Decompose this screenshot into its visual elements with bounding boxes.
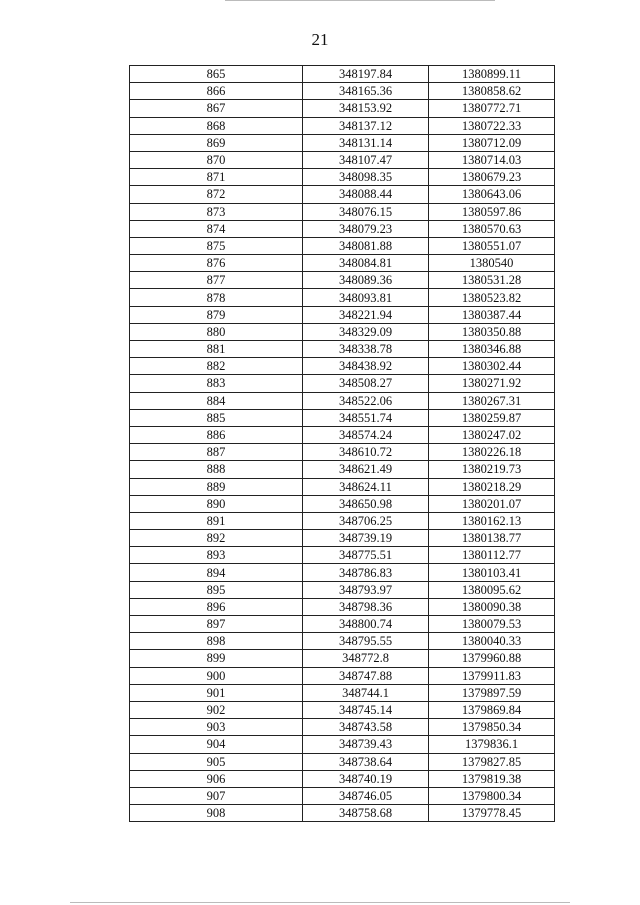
x-coordinate-cell: 348131.14 [303, 134, 429, 151]
point-number-cell: 906 [130, 770, 303, 787]
x-coordinate-cell: 348084.81 [303, 255, 429, 272]
table-row [130, 547, 555, 564]
y-coordinate-cell: 1380346.88 [429, 341, 555, 358]
x-coordinate-cell: 348197.84 [303, 66, 429, 83]
y-coordinate-cell: 1379827.85 [429, 753, 555, 770]
table-row [130, 512, 555, 529]
x-coordinate-cell: 348076.15 [303, 203, 429, 220]
point-number-cell: 868 [130, 117, 303, 134]
point-number-cell: 907 [130, 787, 303, 804]
table-row [130, 461, 555, 478]
y-coordinate-cell: 1380219.73 [429, 461, 555, 478]
x-coordinate-cell: 348221.94 [303, 306, 429, 323]
point-number-cell: 887 [130, 444, 303, 461]
table-row [130, 770, 555, 787]
table-row [130, 169, 555, 186]
x-coordinate-cell: 348621.49 [303, 461, 429, 478]
y-coordinate-cell: 1380772.71 [429, 100, 555, 117]
y-coordinate-cell: 1380531.28 [429, 272, 555, 289]
y-coordinate-cell: 1379836.1 [429, 736, 555, 753]
point-number-cell: 886 [130, 426, 303, 443]
y-coordinate-cell: 1380551.07 [429, 237, 555, 254]
x-coordinate-cell: 348800.74 [303, 616, 429, 633]
table-row [130, 272, 555, 289]
table-row [130, 787, 555, 804]
y-coordinate-cell: 1380247.02 [429, 426, 555, 443]
table-row [130, 134, 555, 151]
table-row [130, 805, 555, 822]
y-coordinate-cell: 1380226.18 [429, 444, 555, 461]
x-coordinate-cell: 348522.06 [303, 392, 429, 409]
point-number-cell: 905 [130, 753, 303, 770]
point-number-cell: 880 [130, 323, 303, 340]
y-coordinate-cell: 1380643.06 [429, 186, 555, 203]
x-coordinate-cell: 348098.35 [303, 169, 429, 186]
x-coordinate-cell: 348758.68 [303, 805, 429, 822]
coordinates-table-body [130, 66, 555, 822]
y-coordinate-cell: 1380138.77 [429, 530, 555, 547]
table-row [130, 409, 555, 426]
point-number-cell: 904 [130, 736, 303, 753]
point-number-cell: 897 [130, 616, 303, 633]
point-number-cell: 889 [130, 478, 303, 495]
x-coordinate-cell: 348650.98 [303, 495, 429, 512]
y-coordinate-cell: 1380112.77 [429, 547, 555, 564]
point-number-cell: 885 [130, 409, 303, 426]
table-row [130, 117, 555, 134]
table-row [130, 684, 555, 701]
point-number-cell: 883 [130, 375, 303, 392]
y-coordinate-cell: 1379800.34 [429, 787, 555, 804]
x-coordinate-cell: 348438.92 [303, 358, 429, 375]
y-coordinate-cell: 1380350.88 [429, 323, 555, 340]
x-coordinate-cell: 348793.97 [303, 581, 429, 598]
point-number-cell: 903 [130, 719, 303, 736]
table-row [130, 719, 555, 736]
x-coordinate-cell: 348574.24 [303, 426, 429, 443]
y-coordinate-cell: 1380899.11 [429, 66, 555, 83]
table-row [130, 323, 555, 340]
x-coordinate-cell: 348551.74 [303, 409, 429, 426]
y-coordinate-cell: 1380302.44 [429, 358, 555, 375]
x-coordinate-cell: 348165.36 [303, 83, 429, 100]
point-number-cell: 872 [130, 186, 303, 203]
coordinates-table [129, 65, 555, 822]
x-coordinate-cell: 348740.19 [303, 770, 429, 787]
y-coordinate-cell: 1380858.62 [429, 83, 555, 100]
point-number-cell: 888 [130, 461, 303, 478]
table-row [130, 237, 555, 254]
y-coordinate-cell: 1380679.23 [429, 169, 555, 186]
y-coordinate-cell: 1380722.33 [429, 117, 555, 134]
x-coordinate-cell: 348153.92 [303, 100, 429, 117]
y-coordinate-cell: 1380259.87 [429, 409, 555, 426]
point-number-cell: 884 [130, 392, 303, 409]
point-number-cell: 890 [130, 495, 303, 512]
point-number-cell: 874 [130, 220, 303, 237]
y-coordinate-cell: 1379897.59 [429, 684, 555, 701]
y-coordinate-cell: 1380095.62 [429, 581, 555, 598]
y-coordinate-cell: 1380570.63 [429, 220, 555, 237]
x-coordinate-cell: 348738.64 [303, 753, 429, 770]
x-coordinate-cell: 348747.88 [303, 667, 429, 684]
x-coordinate-cell: 348610.72 [303, 444, 429, 461]
x-coordinate-cell: 348744.1 [303, 684, 429, 701]
x-coordinate-cell: 348088.44 [303, 186, 429, 203]
x-coordinate-cell: 348338.78 [303, 341, 429, 358]
table-row [130, 220, 555, 237]
y-coordinate-cell: 1380201.07 [429, 495, 555, 512]
point-number-cell: 891 [130, 512, 303, 529]
point-number-cell: 871 [130, 169, 303, 186]
x-coordinate-cell: 348089.36 [303, 272, 429, 289]
table-row [130, 444, 555, 461]
table-row [130, 203, 555, 220]
table-row [130, 255, 555, 272]
table-row [130, 289, 555, 306]
x-coordinate-cell: 348508.27 [303, 375, 429, 392]
y-coordinate-cell: 1380090.38 [429, 598, 555, 615]
table-row [130, 736, 555, 753]
table-row [130, 426, 555, 443]
y-coordinate-cell: 1379911.83 [429, 667, 555, 684]
y-coordinate-cell: 1380271.92 [429, 375, 555, 392]
point-number-cell: 896 [130, 598, 303, 615]
table-row [130, 667, 555, 684]
y-coordinate-cell: 1380103.41 [429, 564, 555, 581]
point-number-cell: 902 [130, 701, 303, 718]
table-row [130, 564, 555, 581]
table-row [130, 100, 555, 117]
point-number-cell: 895 [130, 581, 303, 598]
table-row [130, 306, 555, 323]
y-coordinate-cell: 1379960.88 [429, 650, 555, 667]
x-coordinate-cell: 348081.88 [303, 237, 429, 254]
x-coordinate-cell: 348093.81 [303, 289, 429, 306]
y-coordinate-cell: 1380162.13 [429, 512, 555, 529]
table-row [130, 616, 555, 633]
table-row [130, 66, 555, 83]
y-coordinate-cell: 1380597.86 [429, 203, 555, 220]
table-row [130, 392, 555, 409]
x-coordinate-cell: 348772.8 [303, 650, 429, 667]
y-coordinate-cell: 1380040.33 [429, 633, 555, 650]
point-number-cell: 881 [130, 341, 303, 358]
scan-edge-line-top [225, 0, 495, 1]
table-row [130, 341, 555, 358]
scan-edge-line-bottom [70, 902, 570, 903]
point-number-cell: 879 [130, 306, 303, 323]
x-coordinate-cell: 348739.19 [303, 530, 429, 547]
x-coordinate-cell: 348137.12 [303, 117, 429, 134]
point-number-cell: 870 [130, 151, 303, 168]
point-number-cell: 892 [130, 530, 303, 547]
table-row [130, 495, 555, 512]
y-coordinate-cell: 1380218.29 [429, 478, 555, 495]
y-coordinate-cell: 1379819.38 [429, 770, 555, 787]
point-number-cell: 894 [130, 564, 303, 581]
y-coordinate-cell: 1380714.03 [429, 151, 555, 168]
x-coordinate-cell: 348079.23 [303, 220, 429, 237]
page-number: 21 [311, 30, 329, 49]
table-row [130, 753, 555, 770]
point-number-cell: 901 [130, 684, 303, 701]
point-number-cell: 873 [130, 203, 303, 220]
point-number-cell: 869 [130, 134, 303, 151]
x-coordinate-cell: 348107.47 [303, 151, 429, 168]
x-coordinate-cell: 348739.43 [303, 736, 429, 753]
point-number-cell: 866 [130, 83, 303, 100]
y-coordinate-cell: 1380540 [429, 255, 555, 272]
y-coordinate-cell: 1380267.31 [429, 392, 555, 409]
x-coordinate-cell: 348746.05 [303, 787, 429, 804]
x-coordinate-cell: 348798.36 [303, 598, 429, 615]
point-number-cell: 882 [130, 358, 303, 375]
table-row [130, 530, 555, 547]
table-row [130, 358, 555, 375]
x-coordinate-cell: 348706.25 [303, 512, 429, 529]
y-coordinate-cell: 1380712.09 [429, 134, 555, 151]
point-number-cell: 900 [130, 667, 303, 684]
x-coordinate-cell: 348786.83 [303, 564, 429, 581]
point-number-cell: 878 [130, 289, 303, 306]
table-row [130, 581, 555, 598]
table-row [130, 633, 555, 650]
y-coordinate-cell: 1379778.45 [429, 805, 555, 822]
point-number-cell: 867 [130, 100, 303, 117]
y-coordinate-cell: 1380523.82 [429, 289, 555, 306]
table-row [130, 151, 555, 168]
table-row [130, 650, 555, 667]
table-row [130, 478, 555, 495]
table-row [130, 701, 555, 718]
x-coordinate-cell: 348743.58 [303, 719, 429, 736]
point-number-cell: 908 [130, 805, 303, 822]
table-row [130, 186, 555, 203]
point-number-cell: 876 [130, 255, 303, 272]
y-coordinate-cell: 1380079.53 [429, 616, 555, 633]
y-coordinate-cell: 1379850.34 [429, 719, 555, 736]
point-number-cell: 899 [130, 650, 303, 667]
x-coordinate-cell: 348775.51 [303, 547, 429, 564]
x-coordinate-cell: 348329.09 [303, 323, 429, 340]
x-coordinate-cell: 348795.55 [303, 633, 429, 650]
point-number-cell: 898 [130, 633, 303, 650]
y-coordinate-cell: 1380387.44 [429, 306, 555, 323]
point-number-cell: 865 [130, 66, 303, 83]
point-number-cell: 875 [130, 237, 303, 254]
x-coordinate-cell: 348745.14 [303, 701, 429, 718]
point-number-cell: 877 [130, 272, 303, 289]
y-coordinate-cell: 1379869.84 [429, 701, 555, 718]
table-row [130, 375, 555, 392]
table-row [130, 83, 555, 100]
point-number-cell: 893 [130, 547, 303, 564]
x-coordinate-cell: 348624.11 [303, 478, 429, 495]
table-row [130, 598, 555, 615]
